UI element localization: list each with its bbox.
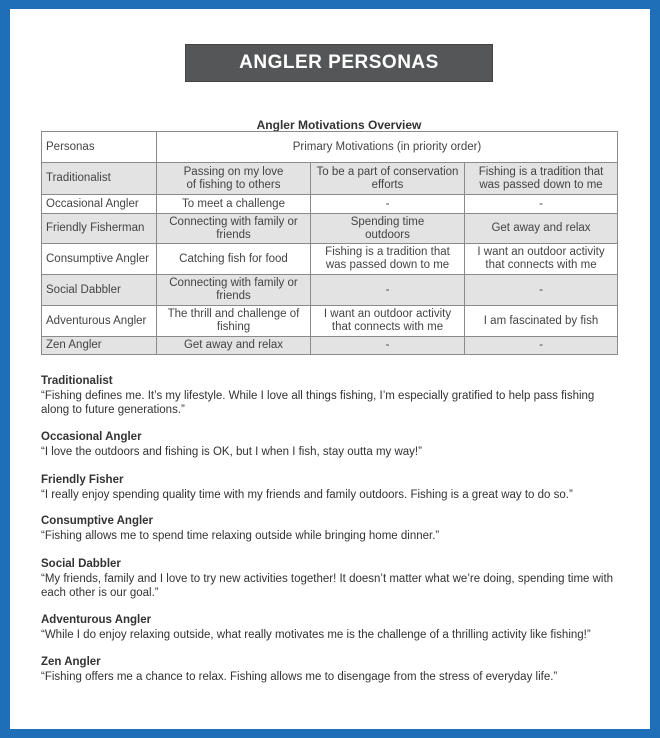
motivation-1: Connecting with family or friends bbox=[157, 214, 311, 244]
table-row bbox=[42, 163, 618, 195]
table-caption: Angler Motivations Overview bbox=[256, 118, 422, 132]
motivation-3: - bbox=[465, 275, 618, 306]
quote-persona-name: Social Dabbler bbox=[41, 558, 121, 570]
motivation-2: - bbox=[311, 195, 465, 214]
motivation-2: Spending time outdoors bbox=[311, 214, 465, 244]
persona-name: Zen Angler bbox=[42, 337, 157, 355]
table-row bbox=[42, 306, 618, 337]
quote-persona-name: Occasional Angler bbox=[41, 431, 142, 443]
motivation-1: To meet a challenge bbox=[157, 195, 311, 214]
persona-name: Traditionalist bbox=[42, 163, 157, 195]
motivation-2: Fishing is a tradition that was passed down to me bbox=[311, 244, 465, 275]
quote-persona-name: Friendly Fisher bbox=[41, 474, 124, 486]
quote-block bbox=[41, 515, 621, 543]
quote-text: “Fishing offers me a chance to relax. Fishing allows me to disengage from the stress of everyday life.” bbox=[41, 671, 558, 683]
quote-text: “Fishing defines me. It’s my lifestyle. While I love all things fishing, I’m especially gratified to help pass fishing along to future generations.” bbox=[41, 390, 595, 416]
table-row bbox=[42, 337, 618, 355]
table-row bbox=[42, 214, 618, 244]
quote-text: “I really enjoy spending quality time with my friends and family outdoors. Fishing is a great way to do so.” bbox=[41, 489, 573, 501]
motivation-1: Passing on my love of fishing to others bbox=[157, 163, 311, 195]
motivation-3: I want an outdoor activity that connects with me bbox=[465, 244, 618, 275]
quote-text: “While I do enjoy relaxing outside, what really motivates me is the challenge of a thrilling activity like fishing!” bbox=[41, 629, 591, 641]
persona-name: Social Dabbler bbox=[42, 275, 157, 306]
quote-block bbox=[41, 614, 621, 642]
motivation-2: - bbox=[311, 275, 465, 306]
quote-text: “Fishing allows me to spend time relaxing outside while bringing home dinner.” bbox=[41, 530, 440, 542]
motivation-1: The thrill and challenge of fishing bbox=[157, 306, 311, 337]
motivation-3: I am fascinated by fish bbox=[465, 306, 618, 337]
personas-table bbox=[41, 131, 618, 355]
quote-persona-name: Consumptive Angler bbox=[41, 515, 154, 527]
motivation-2: I want an outdoor activity that connects with me bbox=[311, 306, 465, 337]
quote-persona-name: Zen Angler bbox=[41, 656, 101, 668]
quote-persona-name: Traditionalist bbox=[41, 375, 113, 387]
header-personas: Personas bbox=[42, 132, 157, 163]
quote-persona-name: Adventurous Angler bbox=[41, 614, 152, 626]
quote-block bbox=[41, 431, 621, 459]
quote-text: “I love the outdoors and fishing is OK, but I when I fish, stay outta my way!” bbox=[41, 446, 422, 458]
table-row bbox=[42, 195, 618, 214]
quote-block bbox=[41, 656, 621, 684]
persona-name: Consumptive Angler bbox=[42, 244, 157, 275]
motivation-3: Get away and relax bbox=[465, 214, 618, 244]
motivation-3: Fishing is a tradition that was passed down to me bbox=[465, 163, 618, 195]
motivation-1: Catching fish for food bbox=[157, 244, 311, 275]
motivation-1: Get away and relax bbox=[157, 337, 311, 355]
motivation-2: - bbox=[311, 337, 465, 355]
page-title: ANGLER PERSONAS bbox=[185, 44, 493, 82]
persona-name: Adventurous Angler bbox=[42, 306, 157, 337]
table-header-row bbox=[42, 132, 618, 163]
quote-text: “My friends, family and I love to try new activities together! It doesn’t matter what we’re doing, spending time with each other is our goal.” bbox=[41, 573, 614, 599]
quote-block bbox=[41, 375, 621, 417]
header-motivations: Primary Motivations (in priority order) bbox=[157, 132, 618, 163]
persona-name: Occasional Angler bbox=[42, 195, 157, 214]
quote-block bbox=[41, 474, 621, 502]
persona-name: Friendly Fisherman bbox=[42, 214, 157, 244]
table-row bbox=[42, 275, 618, 306]
motivation-1: Connecting with family or friends bbox=[157, 275, 311, 306]
table-row bbox=[42, 244, 618, 275]
motivation-3: - bbox=[465, 195, 618, 214]
motivation-3: - bbox=[465, 337, 618, 355]
quote-block bbox=[41, 558, 621, 600]
motivation-2: To be a part of conservation efforts bbox=[311, 163, 465, 195]
